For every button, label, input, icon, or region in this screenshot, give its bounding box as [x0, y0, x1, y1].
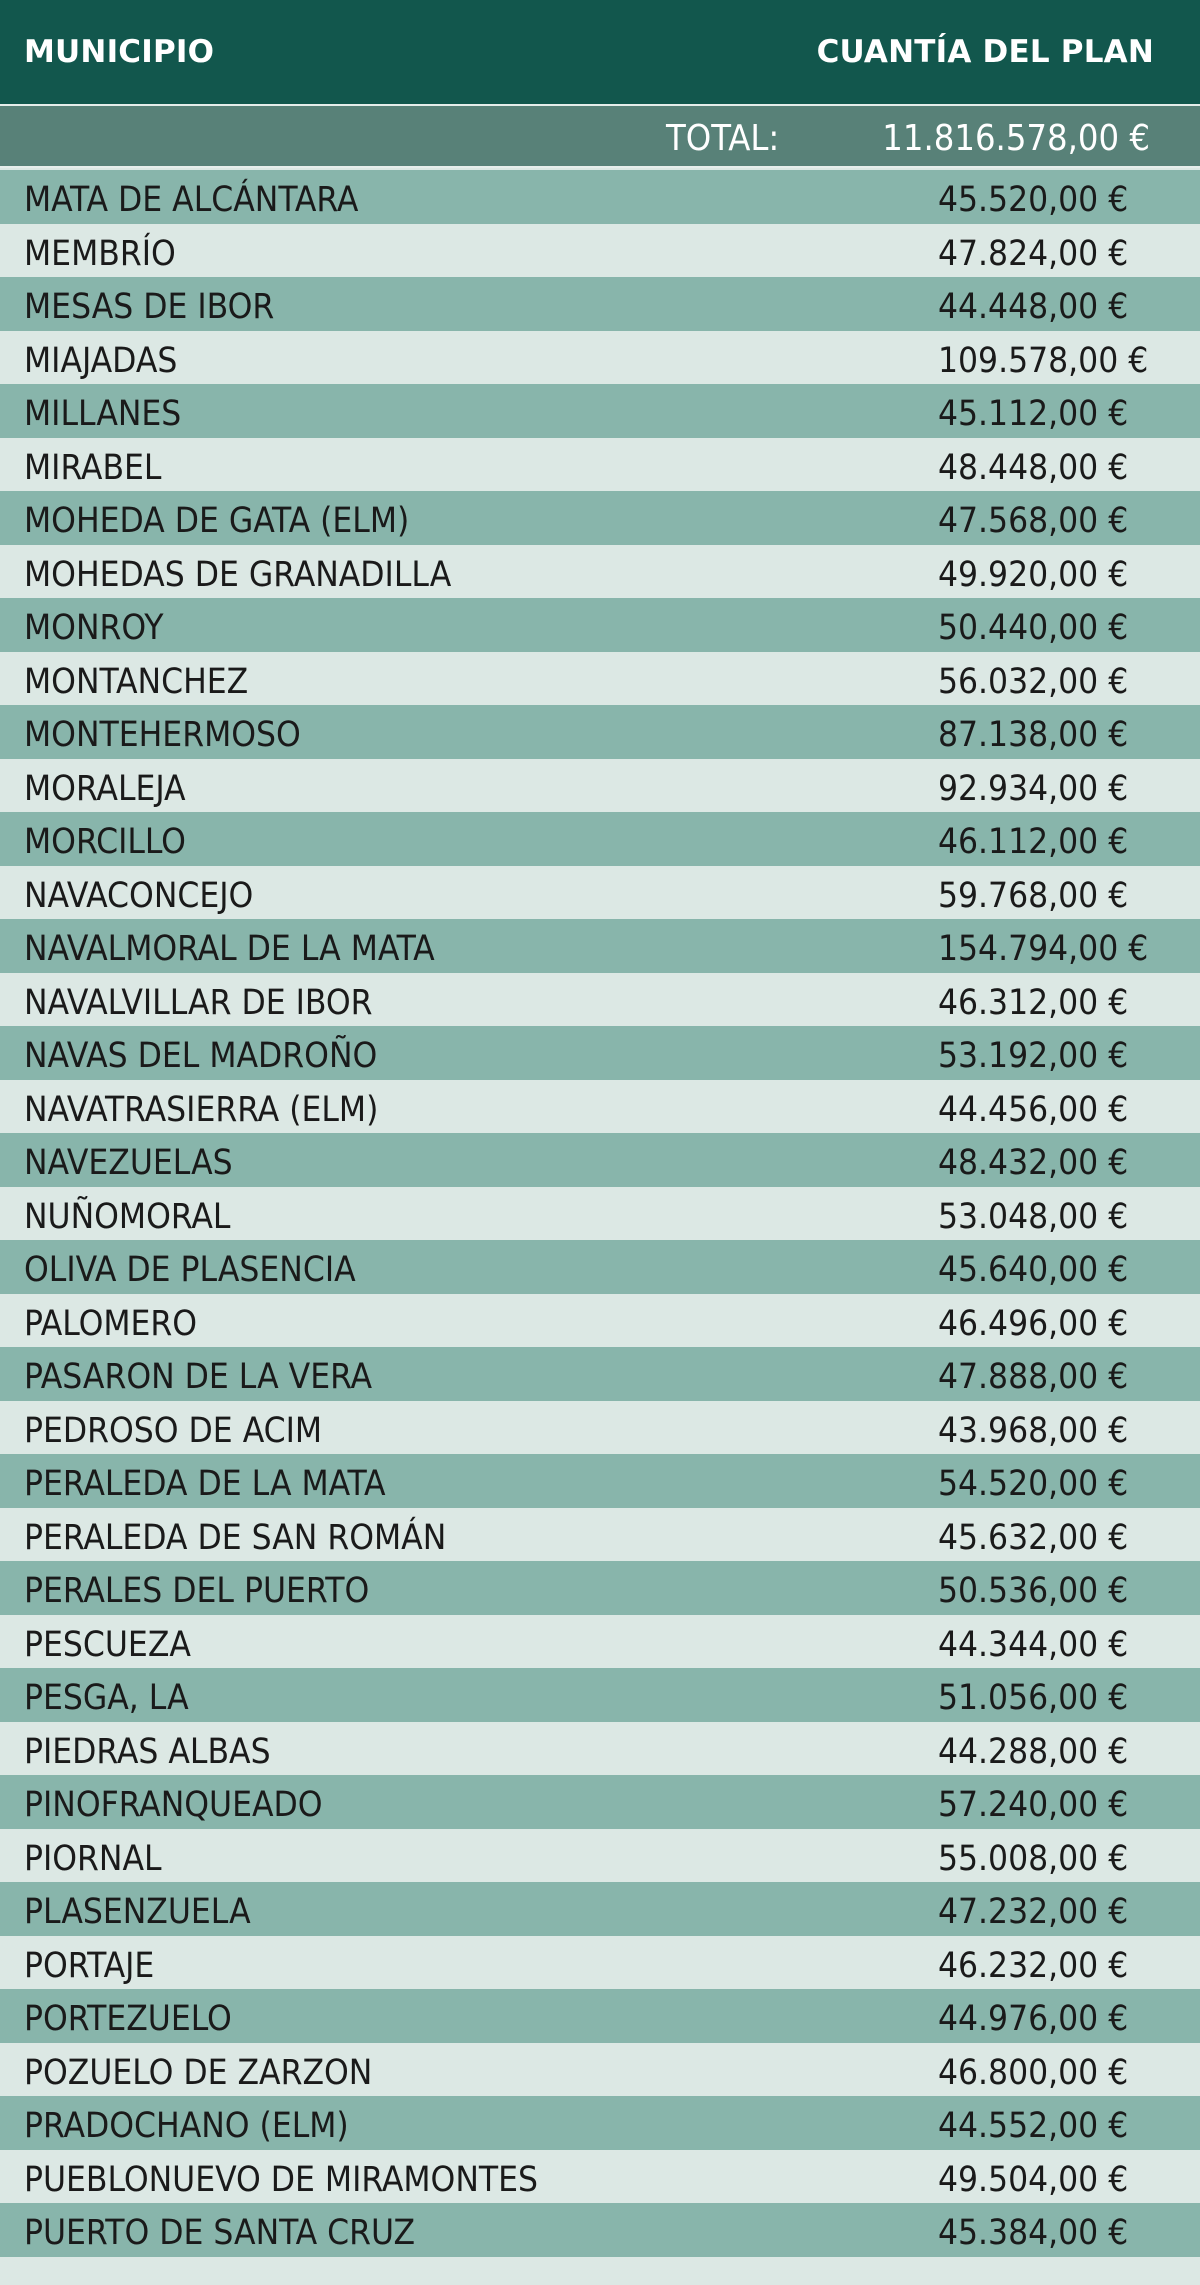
plan-amount: 109.578,00 € — [938, 340, 1149, 381]
municipality-name: PASARON DE LA VERA — [24, 1357, 373, 1397]
table-row — [0, 2203, 1200, 2257]
plan-amount: 49.504,00 € — [938, 2159, 1129, 2200]
plan-amount: 45.112,00 € — [938, 394, 1129, 434]
table-row — [0, 1829, 1200, 1883]
plan-amount: 53.192,00 € — [938, 1036, 1129, 1076]
plan-amount: 92.934,00 € — [938, 768, 1129, 809]
table-row — [0, 1080, 1200, 1134]
plan-amount: 43.968,00 € — [938, 1410, 1129, 1451]
table-row — [0, 973, 1200, 1027]
municipality-name: MOHEDAS DE GRANADILLA — [24, 554, 452, 595]
municipality-name: PRADOCHANO (ELM) — [24, 2106, 349, 2146]
table-row — [0, 1401, 1200, 1455]
plan-amount: 46.112,00 € — [938, 822, 1129, 862]
municipality-name: MONTANCHEZ — [24, 661, 249, 702]
table-row — [0, 1775, 1200, 1829]
table-row — [0, 1882, 1200, 1936]
municipality-name: MATA DE ALCÁNTARA — [24, 180, 359, 220]
table-row — [0, 812, 1200, 866]
plan-amount: 87.138,00 € — [938, 715, 1129, 755]
municipality-name: MORALEJA — [24, 768, 186, 809]
municipality-name: MORCILLO — [24, 822, 186, 862]
municipality-name: PORTEZUELO — [24, 1999, 232, 2039]
municipality-name: PERALES DEL PUERTO — [24, 1571, 370, 1611]
plan-amount: 47.232,00 € — [938, 1892, 1129, 1932]
municipality-name: NAVATRASIERRA (ELM) — [24, 1089, 379, 1130]
plan-amount: 44.344,00 € — [938, 1624, 1129, 1665]
plan-amount: 55.008,00 € — [938, 1838, 1129, 1879]
table-row — [0, 438, 1200, 492]
table-row — [0, 224, 1200, 278]
municipality-name: PLASENZUELA — [24, 1892, 251, 1932]
plan-amount: 47.888,00 € — [938, 1357, 1129, 1397]
table-row — [0, 598, 1200, 652]
table-row — [0, 2150, 1200, 2204]
plan-amount: 56.032,00 € — [938, 661, 1129, 702]
table-row — [0, 1936, 1200, 1990]
table-row — [0, 1508, 1200, 1562]
municipality-name: MONROY — [24, 608, 164, 648]
municipality-name: PERALEDA DE LA MATA — [24, 1464, 386, 1504]
municipality-name: MILLANES — [24, 394, 182, 434]
table-row — [0, 331, 1200, 385]
plan-amount: 44.448,00 € — [938, 287, 1129, 327]
municipality-name: PIORNAL — [24, 1838, 162, 1879]
municipality-name: MONTEHERMOSO — [24, 715, 301, 755]
table-row — [0, 1187, 1200, 1241]
plan-amount: 47.824,00 € — [938, 233, 1129, 274]
municipality-name: MIRABEL — [24, 447, 162, 488]
plan-amount: 49.920,00 € — [938, 554, 1129, 595]
table-row — [0, 705, 1200, 759]
table-header — [0, 0, 1200, 104]
table-row — [0, 652, 1200, 706]
table-row — [0, 1561, 1200, 1615]
municipality-name: PESGA, LA — [24, 1678, 189, 1718]
municipality-name: PUERTO DE SANTA CRUZ — [24, 2213, 416, 2253]
table-row — [0, 1026, 1200, 1080]
table-row — [0, 1668, 1200, 1722]
plan-amount: 50.440,00 € — [938, 608, 1129, 648]
table-row — [0, 384, 1200, 438]
plan-amount: 154.794,00 € — [938, 929, 1149, 969]
plan-amount: 46.496,00 € — [938, 1303, 1129, 1344]
municipality-name: OLIVA DE PLASENCIA — [24, 1250, 356, 1290]
table-row — [0, 2043, 1200, 2097]
plan-amount: 45.384,00 € — [938, 2213, 1129, 2253]
municipality-name: PIEDRAS ALBAS — [24, 1731, 271, 1772]
municipality-name: NAVACONCEJO — [24, 875, 254, 916]
plan-amount: 47.568,00 € — [938, 501, 1129, 541]
municipality-name: MIAJADAS — [24, 340, 178, 381]
municipality-name: PERALEDA DE SAN ROMÁN — [24, 1517, 447, 1558]
municipality-name: PESCUEZA — [24, 1624, 191, 1665]
plan-amount: 57.240,00 € — [938, 1785, 1129, 1825]
municipality-name: NAVEZUELAS — [24, 1143, 233, 1183]
total-value: 11.816.578,00 € — [882, 118, 1150, 159]
municipality-name: PUEBLONUEVO DE MIRAMONTES — [24, 2159, 538, 2200]
table-row — [0, 1454, 1200, 1508]
table-row — [0, 866, 1200, 920]
table-row — [0, 170, 1200, 224]
plan-amount: 44.552,00 € — [938, 2106, 1129, 2146]
plan-amount: 46.312,00 € — [938, 982, 1129, 1023]
table-row — [0, 1347, 1200, 1401]
municipality-name: PALOMERO — [24, 1303, 198, 1344]
plan-amount: 59.768,00 € — [938, 875, 1129, 916]
table-row — [0, 1615, 1200, 1669]
municipality-name: NUÑOMORAL — [24, 1196, 231, 1237]
municipality-name: PEDROSO DE ACIM — [24, 1410, 323, 1451]
municipality-name: PORTAJE — [24, 1945, 155, 1986]
amount-column-header: CUANTÍA DEL PLAN — [816, 34, 1154, 70]
plan-amount: 44.288,00 € — [938, 1731, 1129, 1772]
plan-amount: 50.536,00 € — [938, 1571, 1129, 1611]
table-row — [0, 1989, 1200, 2043]
plan-amount: 45.632,00 € — [938, 1517, 1129, 1558]
plan-amount: 46.232,00 € — [938, 1945, 1129, 1986]
plan-amount: 48.448,00 € — [938, 447, 1129, 488]
plan-amount: 51.056,00 € — [938, 1678, 1129, 1718]
table-row — [0, 545, 1200, 599]
municipality-name: PINOFRANQUEADO — [24, 1785, 323, 1825]
table-row — [0, 1133, 1200, 1187]
municipality-name: NAVAS DEL MADROÑO — [24, 1036, 378, 1076]
municipality-name: MESAS DE IBOR — [24, 287, 275, 327]
plan-amount: 44.456,00 € — [938, 1089, 1129, 1130]
table-row — [0, 919, 1200, 973]
plan-amount: 54.520,00 € — [938, 1464, 1129, 1504]
plan-amount: 45.520,00 € — [938, 180, 1129, 220]
table-row — [0, 1294, 1200, 1348]
plan-amount: 46.800,00 € — [938, 2052, 1129, 2093]
municipio-column-header: MUNICIPIO — [24, 34, 215, 70]
plan-amount: 48.432,00 € — [938, 1143, 1129, 1183]
table-row — [0, 759, 1200, 813]
total-label: TOTAL: — [666, 118, 780, 159]
municipality-name: NAVALMORAL DE LA MATA — [24, 929, 435, 969]
municipality-name: MOHEDA DE GATA (ELM) — [24, 501, 410, 541]
municipality-name: POZUELO DE ZARZON — [24, 2052, 373, 2093]
plan-amount: 53.048,00 € — [938, 1196, 1129, 1237]
table-row — [0, 491, 1200, 545]
table-row — [0, 2096, 1200, 2150]
table-body — [0, 170, 1200, 2257]
plan-amount: 44.976,00 € — [938, 1999, 1129, 2039]
total-row — [0, 104, 1200, 168]
table-row — [0, 1722, 1200, 1776]
municipality-name: NAVALVILLAR DE IBOR — [24, 982, 373, 1023]
plan-amount: 45.640,00 € — [938, 1250, 1129, 1290]
table-row — [0, 1240, 1200, 1294]
municipality-name: MEMBRÍO — [24, 233, 176, 274]
table-row — [0, 277, 1200, 331]
